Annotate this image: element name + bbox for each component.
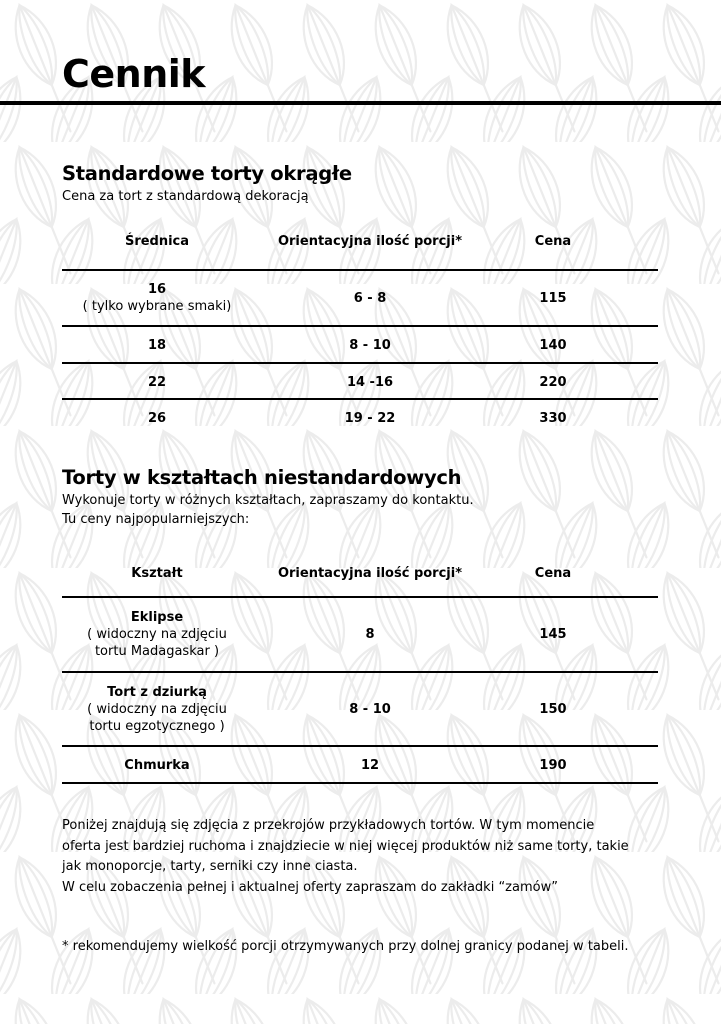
- cell-portions: [252, 598, 488, 670]
- section-subtitle-line: Wykonuje torty w różnych kształtach, zapraszamy do kontaktu.: [62, 493, 474, 508]
- table-row: [62, 271, 658, 325]
- section-subtitle-custom-shapes: [62, 491, 682, 529]
- shape-note: ( widoczny na zdjęciu: [87, 626, 227, 642]
- diameter-value: 22: [147, 374, 167, 390]
- price-value: 190: [539, 757, 567, 773]
- title-divider: [0, 101, 721, 105]
- section-subtitle-line: Tu ceny najpopularniejszych:: [62, 512, 250, 527]
- paragraph-line: oferta jest bardziej ruchoma i znajdziecie w niej więcej produktów niż same torty, takie: [62, 838, 629, 854]
- cell-price: [488, 271, 618, 325]
- shape-name: Chmurka: [124, 757, 190, 773]
- price-value: 150: [539, 701, 567, 717]
- cell-shape: [62, 673, 252, 745]
- diameter-value: 26: [147, 410, 167, 426]
- cell-price: [488, 327, 618, 363]
- portions-value: 8: [365, 626, 375, 642]
- page-title: Cennik: [62, 52, 206, 96]
- paragraph-line: jak monoporcje, tarty, serniki czy inne ciasta.: [62, 859, 358, 874]
- cell-price: [488, 673, 618, 745]
- column-header-price: Cena: [534, 233, 572, 249]
- paragraph-line: Poniżej znajdują się zdjęcia z przekrojów przykładowych tortów. W tym momencie: [62, 818, 595, 833]
- cell-portions: [252, 673, 488, 745]
- section-title-custom-shapes: Torty w kształtach niestandardowych: [62, 466, 462, 489]
- portions-value: 6 - 8: [353, 290, 387, 306]
- table-divider: [62, 782, 658, 784]
- section-subtitle-round-cakes: [62, 187, 682, 206]
- shape-note: tortu Madagaskar ): [94, 643, 220, 659]
- table-header-row: [62, 554, 658, 592]
- cell-portions: [252, 327, 488, 363]
- column-header-portions: Orientacyjna ilość porcji*: [277, 233, 463, 249]
- table-header-row: [62, 222, 658, 260]
- price-value: 115: [539, 290, 567, 306]
- info-paragraph: [62, 816, 662, 898]
- cell-price: [488, 747, 618, 783]
- footnote: * rekomendujemy wielkość porcji otrzymywanych przy dolnej granicy podanej w tabeli.: [62, 939, 629, 954]
- cell-diameter: [62, 271, 252, 325]
- table-row: [62, 747, 658, 783]
- diameter-note: ( tylko wybrane smaki): [82, 299, 232, 314]
- portions-value: 8 - 10: [349, 701, 391, 717]
- cell-price: [488, 364, 618, 400]
- price-value: 140: [539, 337, 567, 353]
- table-row: [62, 400, 658, 436]
- column-header-portions: Orientacyjna ilość porcji*: [277, 565, 463, 581]
- shape-note: ( widoczny na zdjęciu: [87, 701, 227, 717]
- table-row: [62, 673, 658, 745]
- shape-name: Eklipse: [130, 609, 184, 625]
- section-title-round-cakes: Standardowe torty okrągłe: [62, 162, 352, 185]
- portions-value: 12: [360, 757, 380, 773]
- shape-name: Tort z dziurką: [107, 684, 207, 700]
- cell-shape: [62, 598, 252, 670]
- cell-shape: [62, 747, 252, 783]
- price-value: 145: [539, 626, 567, 642]
- cell-diameter: [62, 327, 252, 363]
- portions-value: 19 - 22: [344, 410, 396, 426]
- paragraph-line: W celu zobaczenia pełnej i aktualnej oferty zapraszam do zakładki “zamów”: [62, 879, 558, 895]
- shape-note: tortu egzotycznego ): [89, 718, 225, 734]
- cell-portions: [252, 400, 488, 436]
- portions-value: 8 - 10: [349, 337, 391, 353]
- table-row: [62, 327, 658, 363]
- table-row: [62, 364, 658, 400]
- table-row: [62, 598, 658, 670]
- price-value: 220: [539, 374, 567, 390]
- column-header-shape: Kształt: [131, 565, 183, 581]
- column-header-diameter: Średnica: [124, 233, 190, 249]
- cell-portions: [252, 747, 488, 783]
- diameter-value: 16: [147, 282, 167, 297]
- cell-diameter: [62, 400, 252, 436]
- column-header-price: Cena: [534, 565, 572, 581]
- cell-price: [488, 598, 618, 670]
- diameter-value: 18: [147, 337, 167, 353]
- cell-portions: [252, 271, 488, 325]
- cell-portions: [252, 364, 488, 400]
- section-subtitle-line: Cena za tort z standardową dekoracją: [62, 189, 309, 204]
- portions-value: 14 -16: [346, 374, 394, 390]
- price-value: 330: [539, 410, 567, 426]
- cell-diameter: [62, 364, 252, 400]
- cell-price: [488, 400, 618, 436]
